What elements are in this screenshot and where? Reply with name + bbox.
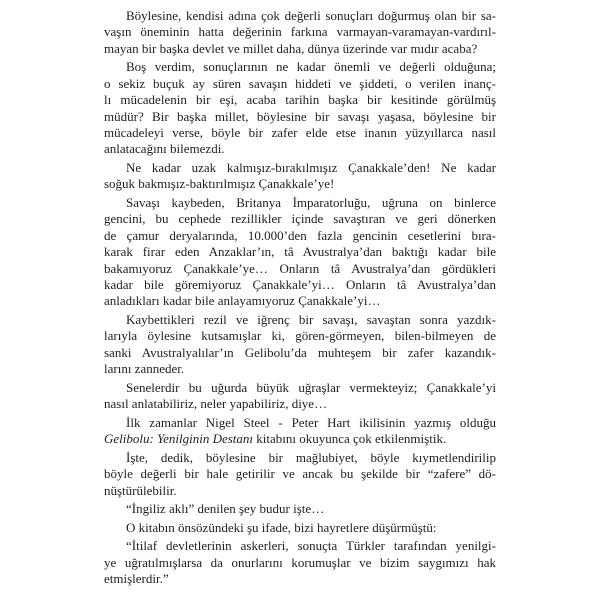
text-line xyxy=(104,8,496,24)
text-line xyxy=(104,125,496,141)
text-line xyxy=(104,41,496,57)
paragraph xyxy=(104,312,496,378)
page-text-block xyxy=(104,8,496,588)
text-line xyxy=(104,176,496,192)
text-segment: mücadeleyi verse, böyle bir zafer elde etse inanın yüzyıllarca nasıl xyxy=(104,125,496,141)
text-segment: Senelerdir bu uğurda büyük uğraşlar vermekteyiz; Çanakkale’yi xyxy=(126,379,496,395)
text-segment: lı mücadelenin bir eşi, acaba tarihin başka bir kesitinde görülmüş xyxy=(104,92,496,108)
text-segment: etmişlerdir.” xyxy=(104,571,169,587)
text-segment: larıyla öylesine kutsamışlar ki, gören-görmeyen, bilen-bilmeyen de xyxy=(104,328,496,344)
text-segment: mayan bir başka devlet ve millet daha, dünya üzerinde var mıdır acaba? xyxy=(104,40,478,56)
text-segment: Ne kadar uzak kalmışız-bırakılmışız Çanakkale’den! Ne kadar xyxy=(126,160,496,176)
text-segment: vaşın öneminin hatta değerinin farkına varmayan-varamayan-vardırıl- xyxy=(104,24,496,40)
paragraph xyxy=(104,380,496,413)
text-segment: Boş verdim, sonuçlarının ne kadar önemli ve değerli olduğuna; xyxy=(126,59,496,75)
text-segment: Kaybettikleri rezil ve iğrenç bir savaşı, savaştan sonra yazdık- xyxy=(126,312,496,328)
text-line xyxy=(104,538,496,554)
text-segment: de çamur deryalarında, 10.000’den fazla gencinin cesetlerini bıra- xyxy=(104,227,496,243)
paragraph xyxy=(104,160,496,193)
text-segment: kadar bile göremiyoruz Çanakkale’yi… Onların tâ Avustralya’dan xyxy=(104,277,496,293)
text-segment: nasıl anlatabiliriz, neler yapabiliriz, diye… xyxy=(104,396,328,412)
paragraph xyxy=(104,520,496,536)
text-line xyxy=(104,141,496,157)
text-line xyxy=(104,345,496,361)
text-line xyxy=(104,501,496,517)
paragraph xyxy=(104,450,496,499)
text-segment: İlk zamanlar Nigel Steel - Peter Hart ikilisinin yazmış olduğu xyxy=(126,414,496,430)
text-segment: karak firar eden Anzaklar’ın, tâ Avustralya’dan baktığı kadar bile xyxy=(104,244,496,260)
text-line xyxy=(104,483,496,499)
text-line xyxy=(104,109,496,125)
text-segment: sanki Avustralyalılar’ın Gelibolu’da muhteşem bir zafer kazandık- xyxy=(104,344,496,360)
text-segment: ye uğratılmışlarsa da onurlarını korumuşlar ve bizim saygımızı hak xyxy=(104,554,496,570)
text-segment: İşte, dedik, böylesine bir mağlubiyet, böyle kıymetlendirilip xyxy=(126,449,496,465)
text-line xyxy=(104,76,496,92)
text-line xyxy=(104,211,496,227)
book-title-italic: Gelibolu: Yenilginin Destanı xyxy=(104,431,254,447)
text-line xyxy=(104,228,496,244)
text-line xyxy=(104,244,496,260)
paragraph xyxy=(104,59,496,157)
paragraph xyxy=(104,195,496,310)
text-line xyxy=(104,571,496,587)
text-segment: müdür? Bir başka millet, böylesine bir savaşı yaşasa, böylesine bir xyxy=(104,108,496,124)
text-line xyxy=(104,361,496,377)
text-segment: anlatacağını bilemezdi. xyxy=(104,141,225,157)
text-segment: bakamıyoruz Çanakkale’ye… Onların tâ Avustralya’dan gördükleri xyxy=(104,260,496,276)
text-segment: “İngiliz aklı” denilen şey budur işte… xyxy=(126,501,325,517)
text-line xyxy=(104,328,496,344)
paragraph xyxy=(104,8,496,57)
text-segment: larını zanneder. xyxy=(104,361,185,377)
text-segment: anladıkları kadar bile anlayamıyoruz Çanakkale’yi… xyxy=(104,293,381,309)
text-segment: Savaşı kaybeden, Britanya İmparatorluğu, uğruna on binlerce xyxy=(126,195,496,211)
text-segment: O kitabın önsözündeki şu ifade, bizi hayretlere düşürmüştü: xyxy=(126,519,437,535)
text-line xyxy=(104,261,496,277)
paragraph xyxy=(104,538,496,587)
paragraph xyxy=(104,501,496,517)
text-line xyxy=(104,277,496,293)
text-line xyxy=(104,160,496,176)
text-line xyxy=(104,380,496,396)
text-line xyxy=(104,59,496,75)
text-segment: böyle değerli bir hale getirilir ve ancak bu şekilde bir “zafere” dö- xyxy=(104,466,496,482)
text-line xyxy=(104,431,496,447)
text-segment: nüştürülebilir. xyxy=(104,482,177,498)
text-segment: kitabını okuyunca çok etkilenmiştik. xyxy=(253,431,447,447)
text-segment: “İtilaf devletlerinin askerleri, sonuçta Türkler tarafından yenilgi- xyxy=(126,538,496,554)
text-line xyxy=(104,195,496,211)
text-line xyxy=(104,92,496,108)
text-line xyxy=(104,24,496,40)
text-line xyxy=(104,415,496,431)
text-line xyxy=(104,293,496,309)
text-line xyxy=(104,450,496,466)
text-segment: soğuk bakmışız-baktırılmışız Çanakkale’ye! xyxy=(104,176,335,192)
text-line xyxy=(104,396,496,412)
paragraph xyxy=(104,415,496,448)
text-segment: Böylesine, kendisi adına çok değerli sonuçları doğurmuş olan bir sa- xyxy=(126,8,496,23)
text-line xyxy=(104,555,496,571)
text-line xyxy=(104,466,496,482)
text-line xyxy=(104,520,496,536)
text-segment: gencini, bu cephede rezillikler içinde savaştıran ve geri dönerken xyxy=(104,211,496,227)
text-line xyxy=(104,312,496,328)
text-segment: o sekiz buçuk ay süren savaşın hiddeti ve şiddeti, o verilen inanç- xyxy=(104,75,496,91)
